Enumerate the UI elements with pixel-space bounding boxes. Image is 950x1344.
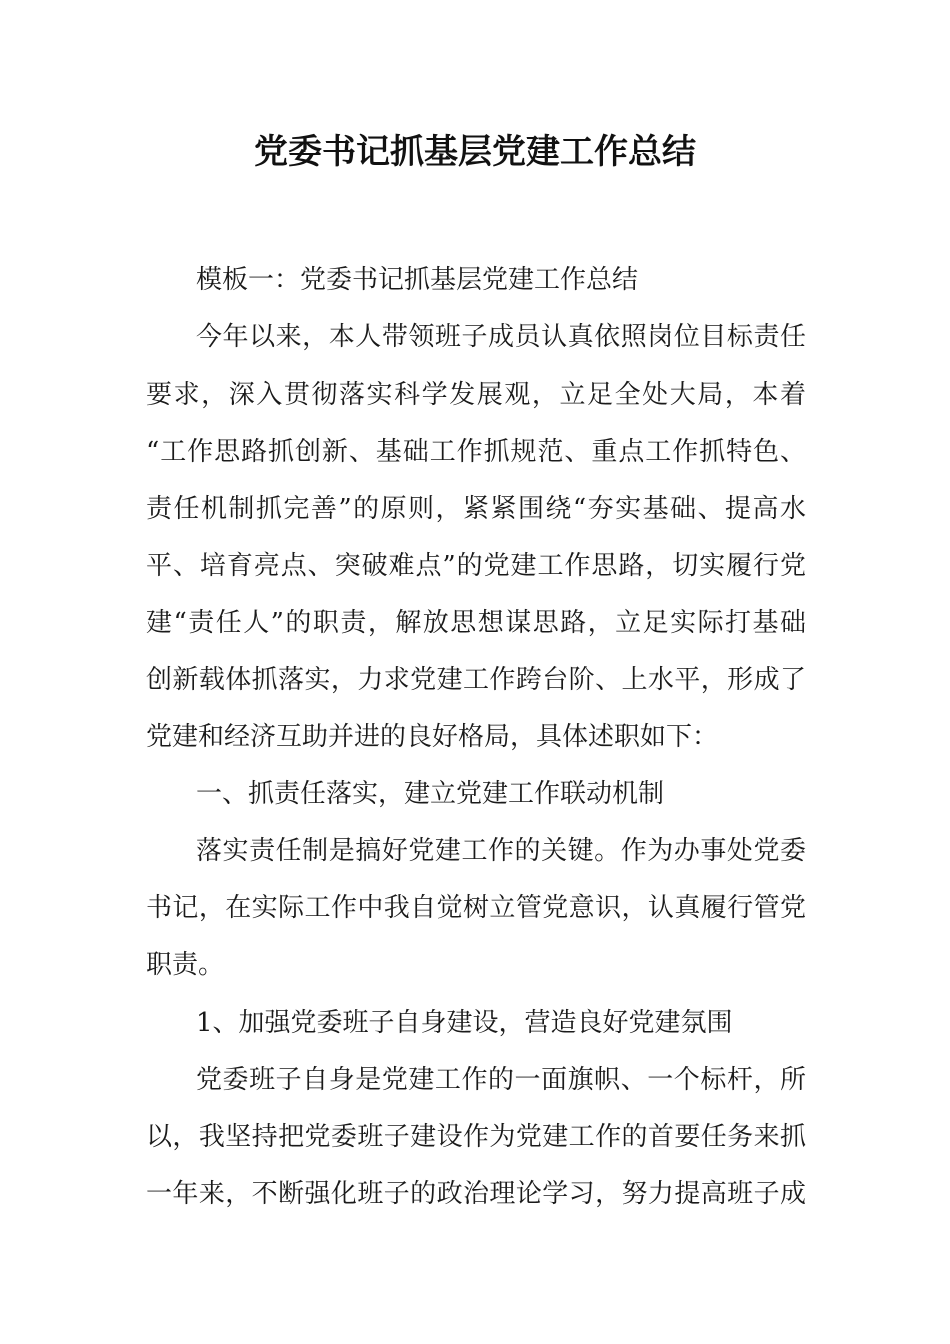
paragraph-line: “工作思路抓创新、基础工作抓规范、重点工作抓特色、 [146,437,806,467]
paragraph-line: 要求，深入贯彻落实科学发展观，立足全处大局，本着 [146,380,806,410]
paragraph-line: 创新载体抓落实，力求党建工作跨台阶、上水平，形成了 [146,665,806,695]
paragraph-line: 建“责任人”的职责，解放思想谋思路，立足实际打基础 [146,608,806,638]
paragraph-line: 今年以来，本人带领班子成员认真依照岗位目标责任 [196,322,806,352]
section-heading: 一、抓责任落实，建立党建工作联动机制 [196,779,665,809]
paragraph-line: 以，我坚持把党委班子建设作为党建工作的首要任务来抓 [146,1122,806,1152]
paragraph-line: 职责。 [146,950,225,980]
subsection-heading: 1、加强党委班子自身建设，营造良好党建氛围 [196,1008,733,1038]
paragraph-line: 党委班子自身是党建工作的一面旗帜、一个标杆，所 [196,1065,806,1095]
subtitle-line: 模板一：党委书记抓基层党建工作总结 [196,265,639,295]
paragraph-line: 书记，在实际工作中我自觉树立管党意识，认真履行管党 [146,893,806,923]
paragraph-line: 一年来，不断强化班子的政治理论学习，努力提高班子成 [146,1179,806,1209]
paragraph-line: 落实责任制是搞好党建工作的关键。作为办事处党委 [196,836,806,866]
paragraph-line: 党建和经济互助并进的良好格局，具体述职如下： [146,722,719,752]
document-title: 党委书记抓基层党建工作总结 [254,132,696,172]
paragraph-line: 平、培育亮点、突破难点”的党建工作思路，切实履行党 [146,551,806,581]
paragraph-line: 责任机制抓完善”的原则，紧紧围绕“夯实基础、提高水 [146,494,806,524]
